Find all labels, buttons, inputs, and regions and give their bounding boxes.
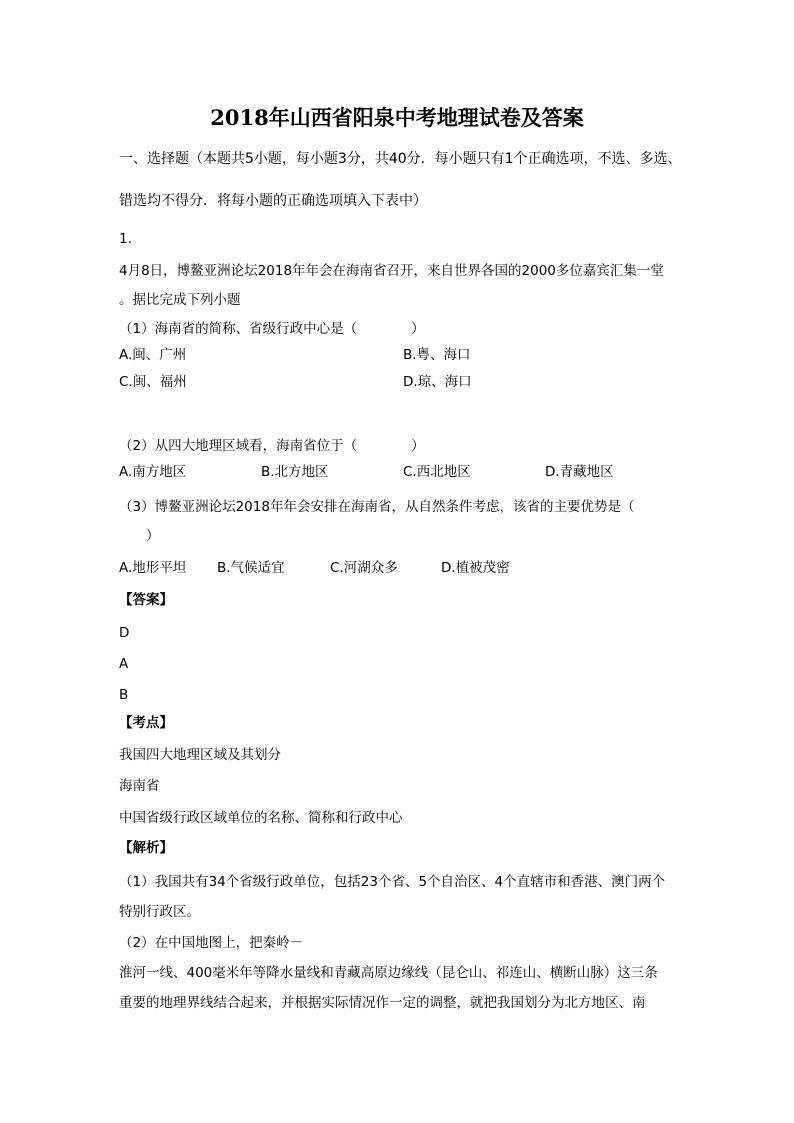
sub-question-3-line1: （3）博鳌亚洲论坛2018年年会安排在海南省，从自然条件考虑，该省的主要优势是（ bbox=[119, 499, 635, 515]
section-instructions-line1: 一、选择题（本题共5小题，每小题3分，共40分．每小题只有1个正确选项，不选、多选、 bbox=[119, 151, 682, 167]
jiexi-paragraph2-line2: 淮河一线、400毫米年等降水量线和青藏高原边缘线（昆仑山、祁连山、横断山脉）这三条 bbox=[119, 965, 658, 981]
kaodian-heading: 【考点】 bbox=[119, 715, 173, 731]
question-stem-line2: 。据比完成下列小题 bbox=[119, 292, 241, 308]
sub2-option-d: D.青藏地区 bbox=[545, 464, 614, 480]
question-stem-line1: 4月8日，博鳌亚洲论坛2018年年会在海南省召开，来自世界各国的2000多位嘉宾汇集一堂 bbox=[119, 263, 664, 279]
exam-title: 2018年山西省阳泉中考地理试卷及答案 bbox=[210, 105, 584, 130]
sub3-option-c: C.河湖众多 bbox=[330, 560, 398, 576]
jiexi-paragraph1-line1: （1）我国共有34个省级行政单位，包括23个省、5个自治区、4个直辖市和香港、澳门两个 bbox=[119, 874, 666, 890]
jiexi-paragraph2-line3: 重要的地理界线结合起来，并根据实际情况作一定的调整，就把我国划分为北方地区、南 bbox=[119, 995, 646, 1011]
sub2-option-b: B.北方地区 bbox=[261, 464, 329, 480]
answer-1: D bbox=[119, 625, 130, 641]
sub-question-3-line2: ） bbox=[146, 528, 160, 544]
jiexi-paragraph2-line1: （2）在中国地图上，把秦岭－ bbox=[119, 935, 304, 951]
sub-question-1: （1）海南省的简称、省级行政中心是（ ） bbox=[119, 321, 425, 337]
sub1-option-d: D.琼、海口 bbox=[403, 374, 472, 390]
answer-3: B bbox=[119, 687, 129, 703]
kaodian-item: 我国四大地理区域及其划分 bbox=[119, 747, 281, 763]
sub3-option-a: A.地形平坦 bbox=[119, 560, 187, 576]
section-instructions-line2: 错选均不得分．将每小题的正确选项填入下表中） bbox=[119, 193, 427, 209]
sub2-option-a: A.南方地区 bbox=[119, 464, 187, 480]
sub-question-2: （2）从四大地理区域看，海南省位于（ ） bbox=[119, 438, 425, 454]
kaodian-item: 海南省 bbox=[119, 778, 160, 794]
sub2-option-c: C.西北地区 bbox=[403, 464, 471, 480]
sub1-option-a: A.闽、广州 bbox=[119, 347, 187, 363]
sub3-option-d: D.植被茂密 bbox=[441, 560, 510, 576]
sub3-option-b: B.气候适宜 bbox=[217, 560, 285, 576]
jiexi-paragraph1-line2: 特别行政区。 bbox=[119, 904, 200, 920]
sub1-option-c: C.闽、福州 bbox=[119, 374, 187, 390]
jiexi-heading: 【解析】 bbox=[119, 840, 173, 856]
kaodian-item: 中国省级行政区域单位的名称、简称和行政中心 bbox=[119, 810, 403, 826]
question-number: 1. bbox=[119, 231, 132, 247]
answer-2: A bbox=[119, 656, 129, 672]
answer-heading: 【答案】 bbox=[119, 592, 173, 608]
sub1-option-b: B.粤、海口 bbox=[403, 347, 471, 363]
